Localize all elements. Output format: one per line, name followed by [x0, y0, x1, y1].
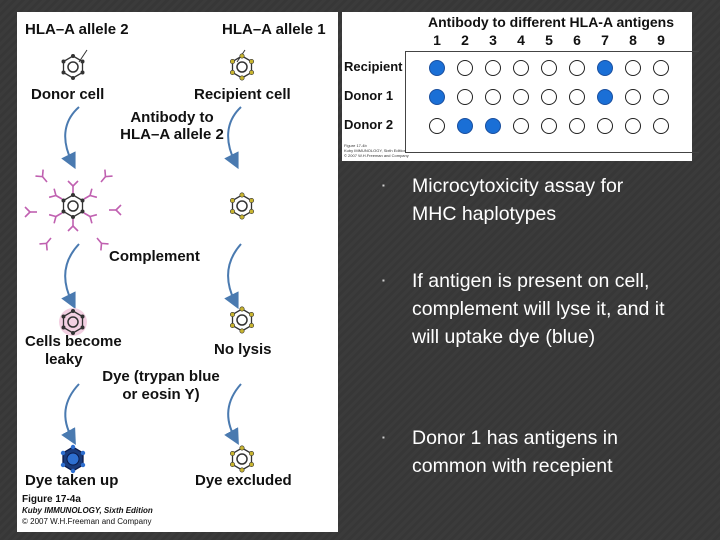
- negative-well: [457, 60, 473, 76]
- donor-arrow-2: [65, 244, 79, 302]
- negative-well: [653, 118, 669, 134]
- antibody-label-line1: Antibody to: [130, 109, 214, 126]
- figure-book-caption: Kuby IMMUNOLOGY, Sixth Edition: [22, 506, 153, 515]
- column-number: 1: [433, 32, 441, 48]
- leaky-label-line2: leaky: [45, 351, 83, 368]
- recipient-cell-icon: [230, 54, 253, 80]
- figure-caption: Figure 17-4a: [22, 494, 81, 505]
- leaky-label-line1: Cells become: [25, 333, 122, 350]
- column-number: 5: [545, 32, 553, 48]
- column-number: 8: [629, 32, 637, 48]
- antibody-bound-donor-cell-icon: [25, 170, 121, 251]
- recipient-cell-stage3-icon: [230, 307, 253, 333]
- donor-cell-label: Donor cell: [31, 86, 105, 103]
- negative-well: [513, 118, 529, 134]
- hla-allele1-label: HLA–A allele 1: [222, 21, 326, 38]
- negative-well: [541, 118, 557, 134]
- negative-well: [625, 60, 641, 76]
- column-number: 2: [461, 32, 469, 48]
- no-lysis-label: No lysis: [214, 341, 272, 358]
- positive-well: [429, 89, 445, 105]
- negative-well: [513, 89, 529, 105]
- dye-label-line1: Dye (trypan blue: [102, 368, 220, 385]
- figure-copyright-caption: © 2007 W.H.Freeman and Company: [22, 517, 152, 526]
- negative-well: [513, 60, 529, 76]
- bullet-mark: ▪: [382, 181, 385, 190]
- row-label: Donor 1: [344, 88, 394, 103]
- complement-label: Complement: [109, 248, 200, 265]
- column-number: 6: [573, 32, 581, 48]
- undyed-recipient-cell-icon: [230, 446, 253, 472]
- negative-well: [485, 60, 501, 76]
- bullet-mark: ▪: [382, 276, 385, 285]
- negative-well: [541, 60, 557, 76]
- column-number: 9: [657, 32, 665, 48]
- negative-well: [569, 118, 585, 134]
- table-copyright-note: © 2007 W.H.Freeman and Company: [344, 153, 409, 158]
- recipient-cell-stage2-icon: [230, 193, 253, 219]
- bullet-text: If antigen is present on cell, complement will lyse it, and it will uptake dye (blue): [412, 270, 665, 348]
- dyed-donor-cell-icon: [61, 445, 85, 473]
- negative-well: [625, 89, 641, 105]
- recipient-arrow-2: [228, 244, 241, 302]
- positive-well: [457, 118, 473, 134]
- donor-cell-icon: [62, 54, 85, 80]
- recipient-cell-label: Recipient cell: [194, 86, 291, 103]
- row-label: Recipient: [344, 59, 403, 74]
- negative-well: [457, 89, 473, 105]
- table-title: Antibody to different HLA-A antigens: [428, 14, 675, 30]
- negative-well: [625, 118, 641, 134]
- positive-well: [597, 89, 613, 105]
- column-number: 7: [601, 32, 609, 48]
- antibody-table-figure: [342, 12, 692, 161]
- antibody-label-line2: HLA–A allele 2: [120, 126, 224, 143]
- negative-well: [429, 118, 445, 134]
- negative-well: [569, 89, 585, 105]
- bullet-text: Donor 1 has antigens in common with recepient: [412, 427, 618, 477]
- column-number: 3: [489, 32, 497, 48]
- leaky-donor-cell-icon: [59, 308, 87, 336]
- positive-well: [429, 60, 445, 76]
- table-book-note: Kuby IMMUNOLOGY, Sixth Edition: [344, 148, 406, 153]
- assay-figure: [17, 12, 338, 532]
- dye-label-line2: or eosin Y): [122, 386, 200, 403]
- negative-well: [653, 60, 669, 76]
- hla-allele2-label: HLA–A allele 2: [25, 21, 129, 38]
- donor-arrow-1: [65, 107, 79, 162]
- row-label: Donor 2: [344, 117, 394, 132]
- positive-well: [485, 118, 501, 134]
- negative-well: [541, 89, 557, 105]
- bullet-text: Microcytoxicity assay for MHC haplotypes: [412, 175, 624, 225]
- negative-well: [653, 89, 669, 105]
- negative-well: [597, 118, 613, 134]
- negative-well: [485, 89, 501, 105]
- column-number: 4: [517, 32, 525, 48]
- bullet-mark: ▪: [382, 433, 385, 442]
- table-figure-note: Figure 17-4b: [344, 143, 367, 148]
- donor-arrow-3: [65, 384, 79, 438]
- dye-taken-up-label: Dye taken up: [25, 472, 119, 489]
- positive-well: [597, 60, 613, 76]
- negative-well: [569, 60, 585, 76]
- dye-excluded-label: Dye excluded: [195, 472, 292, 489]
